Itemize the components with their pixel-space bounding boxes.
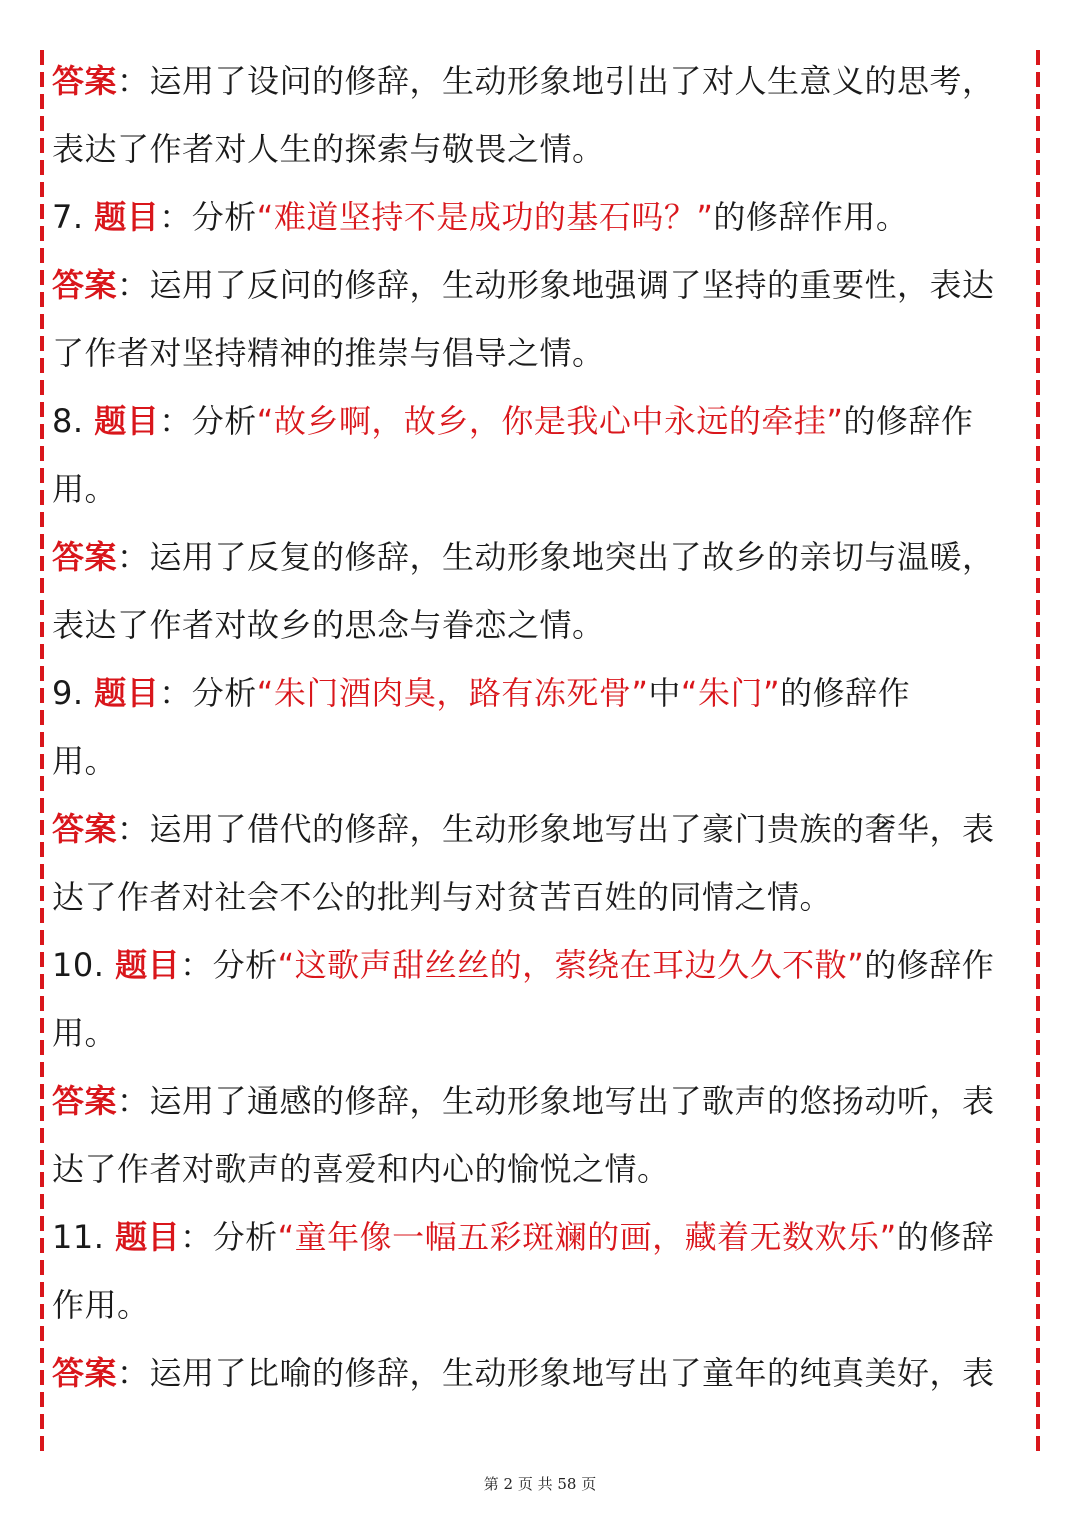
question-quote: “朱门酒肉臭，路有冻死骨”: [256, 674, 649, 712]
question-line-continued: [52, 727, 1028, 795]
question-line-continued: [52, 999, 1028, 1067]
question-number: 10.: [52, 946, 116, 984]
question-quote: “这歌声甜丝丝的，萦绕在耳边久久不散”: [277, 946, 865, 984]
answer-line: [52, 591, 1028, 659]
answer-line: [52, 47, 1028, 115]
answer-line: [52, 1135, 1028, 1203]
answer-line: [52, 251, 1028, 319]
question-label: 题目: [94, 674, 160, 712]
question-label: 题目: [115, 946, 181, 984]
answer-line: [52, 319, 1028, 387]
question-quote: “故乡啊，故乡，你是我心中永远的牵挂”: [256, 402, 844, 440]
answer-line: [52, 1339, 1028, 1407]
question-suffix: 的修辞作用。: [713, 198, 909, 236]
question-line: [52, 183, 1028, 251]
right-dashed-border: [1036, 50, 1040, 1452]
answer-text: 表达了作者对人生的探索与敬畏之情。: [52, 130, 605, 168]
question-label: 题目: [115, 1218, 181, 1256]
question-line: [52, 931, 1028, 999]
question-suffix: 的修辞作: [780, 674, 911, 712]
question-number: 7.: [52, 198, 95, 236]
question-label: 题目: [94, 402, 160, 440]
answer-text: ：运用了借代的修辞，生动形象地写出了豪门贵族的奢华，表: [117, 810, 995, 848]
question-quote: “童年像一幅五彩斑斓的画，藏着无数欢乐”: [277, 1218, 897, 1256]
question-prefix: ：分析: [180, 1218, 278, 1256]
page-footer: [0, 1473, 1080, 1494]
answer-label: 答案: [52, 266, 118, 304]
answer-text: 达了作者对歌声的喜爱和内心的愉悦之情。: [52, 1150, 670, 1188]
question-line: [52, 659, 1028, 727]
answer-text: ：运用了比喻的修辞，生动形象地写出了童年的纯真美好，表: [117, 1354, 995, 1392]
answer-line: [52, 795, 1028, 863]
document-body: [52, 47, 1028, 1407]
page-number: 第 2 页 共 58 页: [483, 1475, 597, 1493]
question-line: [52, 1203, 1028, 1271]
question-quote-2: “朱门”: [680, 674, 781, 712]
answer-text: 了作者对坚持精神的推崇与倡导之情。: [52, 334, 605, 372]
answer-label: 答案: [52, 1082, 118, 1120]
answer-line: [52, 523, 1028, 591]
question-number: 8.: [52, 402, 95, 440]
answer-label: 答案: [52, 1354, 118, 1392]
answer-text: ：运用了反问的修辞，生动形象地强调了坚持的重要性，表达: [117, 266, 995, 304]
question-prefix: ：分析: [159, 402, 257, 440]
answer-text: ：运用了通感的修辞，生动形象地写出了歌声的悠扬动听，表: [117, 1082, 995, 1120]
question-line-continued: [52, 455, 1028, 523]
question-label: 题目: [94, 198, 160, 236]
question-quote: “难道坚持不是成功的基石吗？”: [256, 198, 714, 236]
answer-text: ：运用了设问的修辞，生动形象地引出了对人生意义的思考，: [117, 62, 995, 100]
question-text: 作用。: [52, 1286, 150, 1324]
question-suffix: 的修辞作: [864, 946, 995, 984]
question-text: 用。: [52, 1014, 118, 1052]
answer-text: 达了作者对社会不公的批判与对贫苦百姓的同情之情。: [52, 878, 833, 916]
answer-line: [52, 863, 1028, 931]
left-dashed-border: [40, 50, 44, 1452]
question-line: [52, 387, 1028, 455]
question-suffix: 的修辞: [896, 1218, 995, 1256]
question-number: 11.: [52, 1218, 116, 1256]
question-line-continued: [52, 1271, 1028, 1339]
question-text: 用。: [52, 742, 118, 780]
question-middle: 中: [648, 674, 681, 712]
question-prefix: ：分析: [159, 198, 257, 236]
question-prefix: ：分析: [159, 674, 257, 712]
answer-label: 答案: [52, 810, 118, 848]
question-suffix: 的修辞作: [843, 402, 974, 440]
question-prefix: ：分析: [180, 946, 278, 984]
answer-label: 答案: [52, 538, 118, 576]
answer-line: [52, 1067, 1028, 1135]
answer-line: [52, 115, 1028, 183]
answer-text: ：运用了反复的修辞，生动形象地突出了故乡的亲切与温暖，: [117, 538, 995, 576]
answer-text: 表达了作者对故乡的思念与眷恋之情。: [52, 606, 605, 644]
question-text: 用。: [52, 470, 118, 508]
answer-label: 答案: [52, 62, 118, 100]
question-number: 9.: [52, 674, 95, 712]
